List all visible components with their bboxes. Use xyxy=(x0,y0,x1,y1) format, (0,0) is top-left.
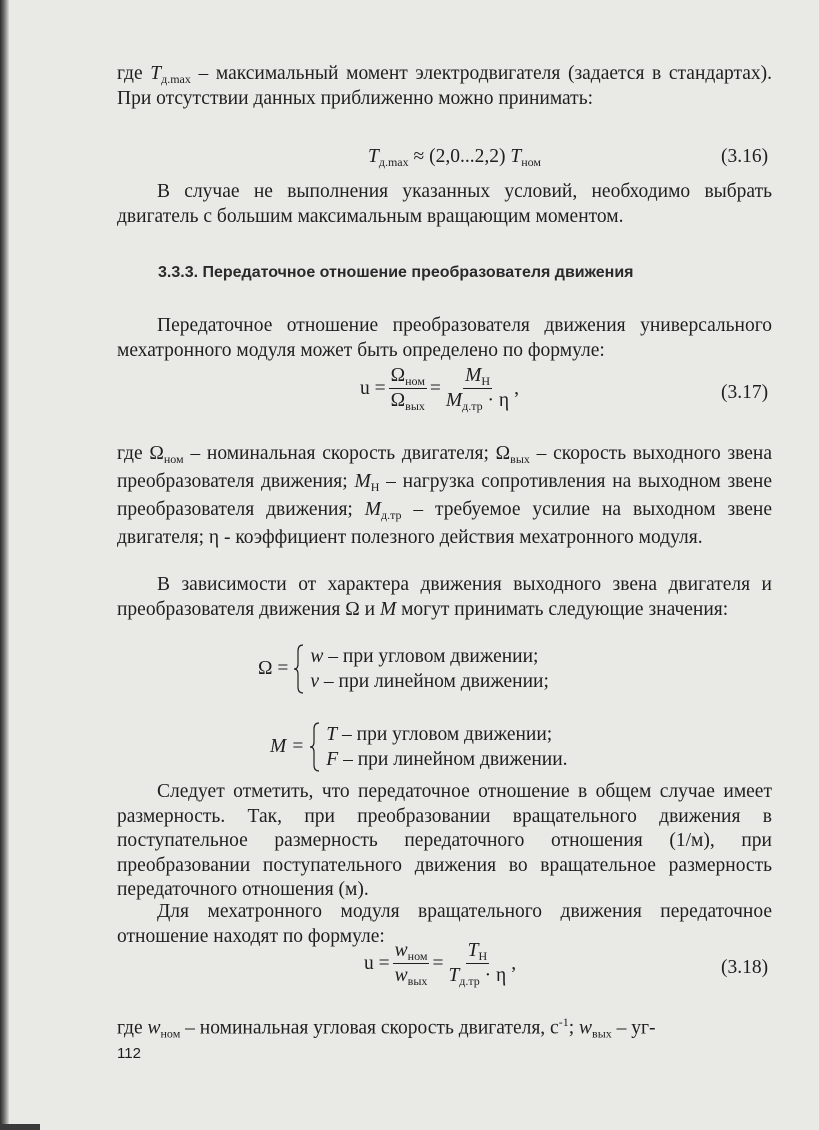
symbol: Ω xyxy=(390,390,406,411)
subscript: вых xyxy=(592,1026,612,1041)
text: – при линейном движении; xyxy=(319,671,549,692)
symbol: w xyxy=(394,965,408,986)
text: – номинальная угловая скорость двигателя, с xyxy=(180,1017,559,1039)
cases-list xyxy=(310,644,549,694)
text: , xyxy=(514,377,519,399)
subscript: ном xyxy=(521,155,541,169)
text: – уг- xyxy=(611,1017,656,1039)
text: где xyxy=(117,443,150,464)
subscript: д.max xyxy=(378,155,409,169)
symbol: v xyxy=(310,671,320,692)
fraction-speed-ratio xyxy=(389,365,427,412)
omega-cases xyxy=(258,644,549,694)
paragraph-variable-definitions xyxy=(117,440,772,552)
text: , xyxy=(511,952,517,974)
equation-number-3-16: (3.16) xyxy=(721,146,769,167)
subscript: вых xyxy=(407,974,428,988)
subscript: вых xyxy=(510,452,530,466)
paragraph-dimension-note: Следует отметить, что передаточное отношение в общем случае имеет размерность. Так, при преобразовании вращательного движения в поступательное размерность передаточного отношения (1/м), при преобразовании поступательного движения во вращательное размерность передаточного отношения (м). xyxy=(117,781,772,900)
equation-number-3-17: (3.17) xyxy=(721,382,769,403)
case-angular xyxy=(310,644,549,669)
fraction-angular-speed-ratio xyxy=(393,940,430,987)
fraction-torque-ratio xyxy=(446,940,508,987)
subscript: д.тр xyxy=(462,399,483,413)
subscript: Н xyxy=(478,949,488,963)
left-brace-icon xyxy=(310,722,320,772)
symbol: M xyxy=(354,471,371,492)
symbol: w xyxy=(147,1017,161,1039)
text: ≈ (2,0...2,2) xyxy=(408,146,511,167)
text: могут принимать следующие значения: xyxy=(396,598,729,620)
page-number: 112 xyxy=(117,1045,141,1062)
subscript: Н xyxy=(481,374,490,388)
fraction-load-ratio xyxy=(444,365,511,412)
text: где xyxy=(117,63,151,84)
text: – максимальный момент электродвигателя (задается в стандартах). При отсутствии данных приближенно можно принимать: xyxy=(117,63,772,109)
subscript: д.max xyxy=(161,72,191,86)
symbol: Ω xyxy=(495,443,511,464)
symbol: w xyxy=(394,940,408,961)
text: ; xyxy=(568,1017,580,1039)
text: – требуемое усилие на выходном звене двигателя; η - коэффициент полезного действия мехатронного модуля. xyxy=(117,499,772,548)
paragraph-motor-choice: В случае не выполнения указанных условий, необходимо выбрать двигатель с большим максимальным вращающим моментом. xyxy=(117,181,772,227)
symbol: w xyxy=(310,646,324,667)
case-angular xyxy=(326,722,567,747)
subscript: д.тр xyxy=(459,974,480,988)
symbol: F xyxy=(326,749,339,770)
symbol: T xyxy=(368,146,379,167)
symbol: w xyxy=(579,1017,593,1039)
paragraph-rotary-module: Для мехатронного модуля вращательного движения передаточное отношение находят по формуле: xyxy=(117,901,772,947)
subscript: ном xyxy=(160,1026,181,1041)
symbol: T xyxy=(150,63,162,84)
symbol: M xyxy=(445,390,463,411)
subscript: ном xyxy=(405,374,425,388)
left-brace-icon xyxy=(294,644,304,694)
symbol: M xyxy=(465,365,482,386)
symbol: T xyxy=(448,965,460,986)
equation-3-16 xyxy=(368,146,541,168)
symbol: T xyxy=(510,146,522,167)
subscript: ном xyxy=(163,452,184,466)
symbol: Ω xyxy=(149,443,164,464)
text: Ω = xyxy=(258,658,289,679)
text: = xyxy=(432,952,444,974)
text: = xyxy=(429,377,441,399)
text: В зависимости от характера движения выходного звена двигателя и преобразователя движения Ω и xyxy=(117,574,772,620)
subscript: д.тр xyxy=(380,508,402,522)
text: · η xyxy=(479,965,507,986)
paragraph-motion-values xyxy=(117,573,772,622)
subscript: ном xyxy=(407,949,428,963)
case-linear xyxy=(326,747,567,772)
equation-3-18 xyxy=(364,940,516,987)
paragraph-angular-speed-definition xyxy=(117,1010,772,1041)
text: · η xyxy=(482,390,510,411)
subscript: Н xyxy=(370,480,380,494)
paragraph-tmax-definition xyxy=(117,62,772,111)
m-cases xyxy=(270,722,568,772)
text: где xyxy=(117,1017,148,1039)
cases-list xyxy=(326,722,567,772)
symbol: M xyxy=(379,598,397,620)
symbol: T xyxy=(467,940,479,961)
text: – при угловом движении; xyxy=(323,646,539,667)
text: u = xyxy=(360,377,386,399)
symbol: Ω xyxy=(390,365,406,386)
superscript: -1 xyxy=(558,1015,569,1029)
equation-3-17 xyxy=(360,365,519,412)
text: u = xyxy=(364,952,390,974)
case-linear xyxy=(310,669,549,694)
paragraph-ratio-intro: Передаточное отношение преобразователя движения универсального мехатронного модуля может быть определено по формуле: xyxy=(117,315,772,361)
section-heading: 3.3.3. Передаточное отношение преобразователя движения xyxy=(158,264,634,281)
text: – номинальная скорость двигателя; xyxy=(183,443,496,464)
subscript: вых xyxy=(405,399,425,413)
text: – скорость выходного звена преобразователя движения; xyxy=(117,443,772,492)
page-corner-shadow xyxy=(0,1124,40,1130)
equation-number-3-18: (3.18) xyxy=(721,957,769,978)
page-binding-shadow xyxy=(0,0,9,1130)
symbol: T xyxy=(326,724,338,745)
text: – при линейном движении. xyxy=(338,749,568,770)
text: – при угловом движении; xyxy=(337,724,553,745)
symbol: M xyxy=(364,499,381,520)
text: – нагрузка сопротивления на выходном звене преобразователя движения; xyxy=(117,471,772,520)
text: M = xyxy=(270,736,305,757)
